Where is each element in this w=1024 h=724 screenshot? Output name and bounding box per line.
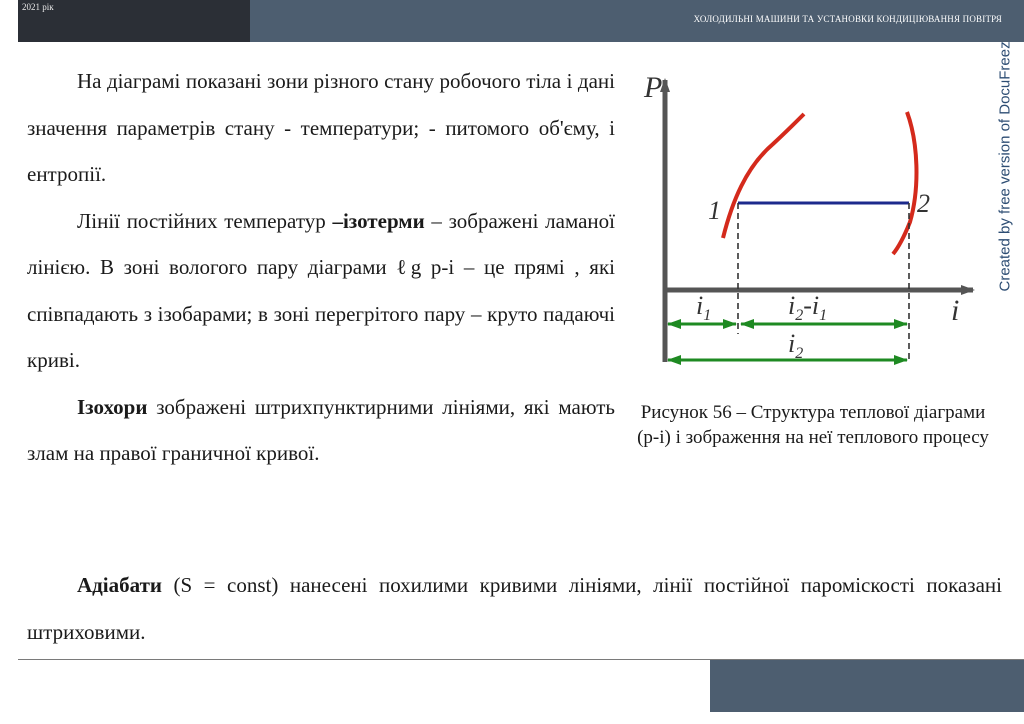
dim-i1-label: $i_1$ — [696, 291, 712, 324]
left-boundary-curve — [723, 114, 804, 238]
point-2-label: 2 — [917, 189, 930, 218]
paragraph-4: Адіабати (S = const) нанесені похилими кривими лініями, лінії постійної пароміскості показані штриховими. — [27, 573, 1002, 644]
right-boundary-curve — [893, 112, 916, 254]
term-isochores: Ізохори — [77, 394, 148, 419]
paragraph-2: Лінії постійних температур –ізотерми – зображені ламаної лінією. В зоні вологого пару діаграми ℓg р-і – це прямі , які співпадають з ізобарами; в зоні перегрітого пару – круто падаючі криві. — [27, 208, 615, 372]
body-text-wide — [27, 562, 1002, 655]
y-axis-label: P — [644, 71, 663, 104]
point-1-label: 1 — [708, 196, 721, 225]
dim-i2-minus-i1-label: $i_2-i_1$ — [788, 291, 828, 324]
paragraph-1: На діаграмі показані зони різного стану робочого тіла і дані значення параметрів стану - температури; - питомого об'єму, і ентропії. — [27, 69, 615, 186]
x-axis-label: i — [951, 294, 960, 327]
footer-bar — [710, 660, 1024, 712]
term-isotherms: –ізотерми — [332, 208, 425, 233]
dim-i2-label: $i_2$ — [788, 329, 804, 362]
body-text-left — [27, 58, 615, 477]
p-i-diagram — [628, 62, 1000, 384]
header-year: 2021 рік — [22, 2, 54, 12]
header-right-bar — [250, 0, 1024, 42]
header-left-bar — [18, 0, 250, 42]
term-adiabats: Адіабати — [77, 573, 162, 597]
watermark-text: Created by free version of DocuFreez — [996, 41, 1014, 292]
figure-caption: Рисунок 56 – Структура теплової діаграми (р-і) і зображення на неї теплового процесу — [637, 402, 989, 448]
paragraph-3: Ізохори зображені штрихпунктирними лініями, які мають злам на правої граничної кривої. — [27, 394, 615, 465]
header-title: ХОЛОДИЛЬНІ МАШИНИ ТА УСТАНОВКИ КОНДИЦІЮВАННЯ ПОВІТРЯ — [693, 14, 1002, 24]
